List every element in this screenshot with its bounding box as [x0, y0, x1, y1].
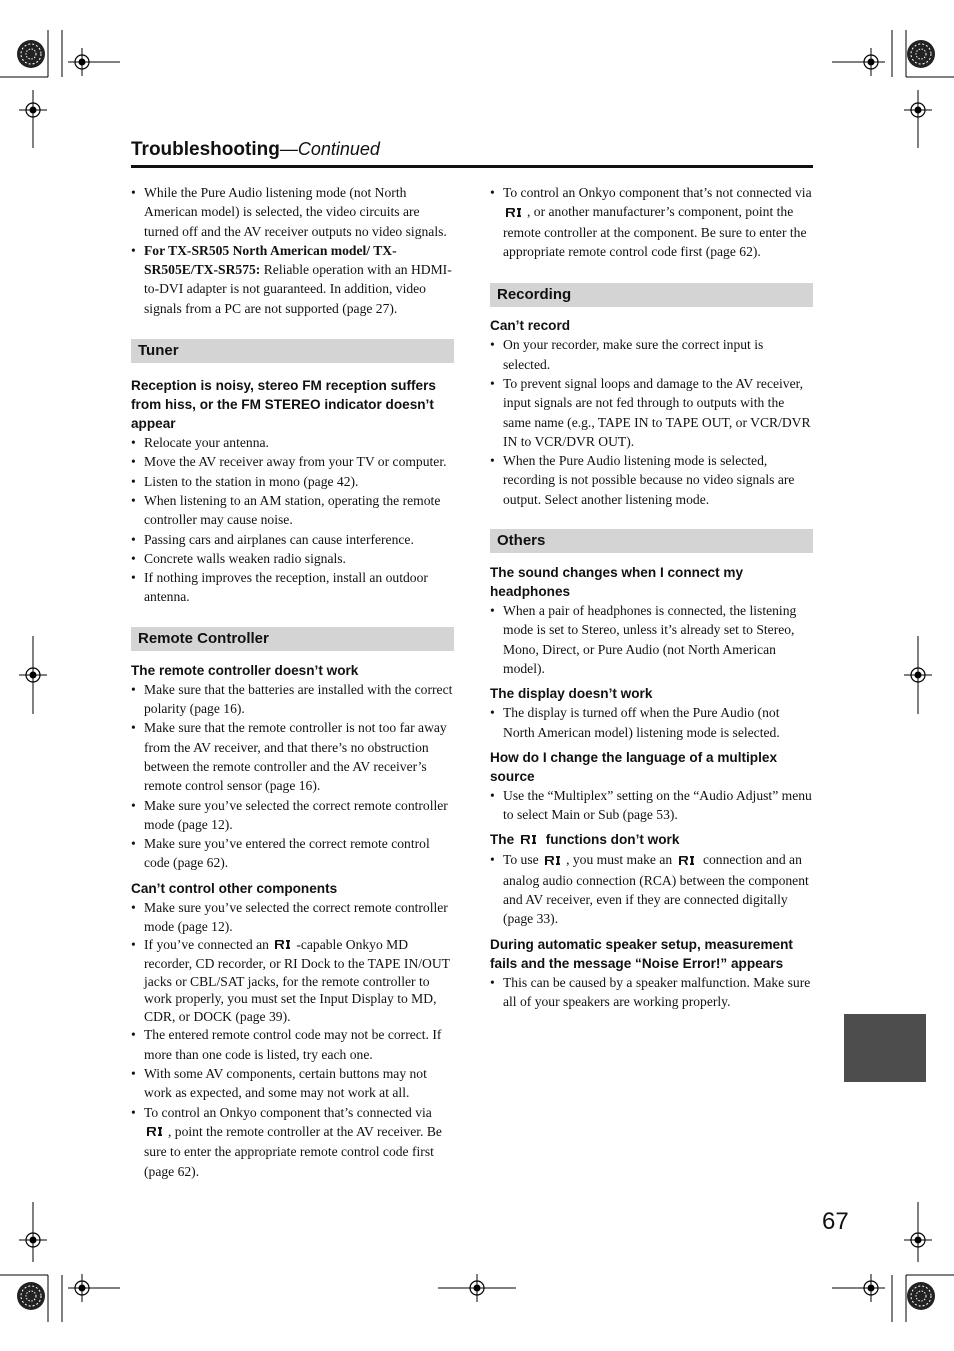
- list-item: • Listen to the station in mono (page 42).: [131, 472, 454, 491]
- list-item: • For TX-SR505 North American model/ TX-SR505E/TX-SR575: Reliable operation with an HDMI-to-DVI adapter is not guaranteed. In addition, video signals from a PC are not supported (page 27).: [131, 241, 454, 318]
- section-heading-others: Others: [490, 529, 813, 553]
- list-item: • Move the AV receiver away from your TV or computer.: [131, 452, 454, 471]
- list-item: • Passing cars and airplanes can cause interference.: [131, 530, 454, 549]
- list-item: • To control an Onkyo component that’s not connected via , or another manufacturer’s component, point the remote controller at the component. Be sure to enter the appropriate remote control code first (page 62).: [490, 183, 813, 261]
- list-item: • Relocate your antenna.: [131, 433, 454, 452]
- list-item: • While the Pure Audio listening mode (not North American model) is selected, the video circuits are turned off and the AV receiver outputs no video signals.: [131, 183, 454, 241]
- problem-heading: The functions don’t work: [490, 830, 813, 850]
- list-item: • To control an Onkyo component that’s connected via , point the remote controller at the AV receiver. Be sure to enter the appropriate remote control code first (page 62).: [131, 1103, 454, 1181]
- problem-heading: The sound changes when I connect my headphones: [490, 565, 744, 600]
- ri-logo-icon: [544, 852, 564, 871]
- problem-heading: How do I change the language of a multiplex source: [490, 749, 778, 784]
- list-item: • The entered remote control code may not be correct. If more than one code is listed, try each one.: [131, 1025, 454, 1064]
- list-item: • The display is turned off when the Pure Audio (not North American model) listening mode is selected.: [490, 703, 813, 742]
- list-item: • Make sure you’ve entered the correct remote control code (page 62).: [131, 834, 454, 873]
- ri-logo-icon: [678, 852, 698, 871]
- list-item: • To prevent signal loops and damage to the AV receiver, input signals are not fed through to outputs with the same name (e.g., TAPE IN to TAPE OUT, or VCR/DVR IN to VCR/DVR OUT).: [490, 374, 813, 451]
- ri-logo-icon: [520, 831, 540, 850]
- list-item: • Concrete walls weaken radio signals.: [131, 549, 454, 568]
- list-item: • Make sure that the batteries are installed with the correct polarity (page 16).: [131, 680, 454, 719]
- ri-logo-icon: [146, 1123, 166, 1142]
- section-heading-tuner: Tuner: [131, 339, 454, 363]
- page-title-continued: —Continued: [279, 139, 380, 159]
- page-header: [131, 139, 813, 168]
- problem-heading: The display doesn’t work: [490, 686, 653, 702]
- list-item: • With some AV components, certain buttons may not work as expected, and some may not work at all.: [131, 1064, 454, 1103]
- header-rule: [131, 165, 813, 168]
- list-item: • This can be caused by a speaker malfunction. Make sure all of your speakers are working properly.: [490, 973, 813, 1012]
- list-item: • When a pair of headphones is connected, the listening mode is set to Stereo, unless it’s already set to Stereo, Mono, Direct, or Pure Audio (not North American model).: [490, 601, 813, 678]
- list-item: • If nothing improves the reception, install an outdoor antenna.: [131, 568, 454, 607]
- list-item: • If you’ve connected an -capable Onkyo MD recorder, CD recorder, or RI Dock to the TAPE IN/OUT jacks or CBL/SAT jacks, for the remote controller to work properly, you must set the Input Display to MD, CDR, or DOCK (page 39).: [131, 936, 454, 1025]
- chapter-tab: [844, 1014, 926, 1082]
- problem-heading: Reception is noisy, stereo FM reception suffers from hiss, or the FM STEREO indicator doesn’t appear: [131, 378, 436, 432]
- section-heading-remote-controller: Remote Controller: [131, 627, 454, 651]
- right-column: [490, 183, 813, 1011]
- problem-heading: The remote controller doesn’t work: [131, 662, 359, 678]
- list-item: • Make sure that the remote controller is not too far away from the AV receiver, and that there’s no obstruction between the remote controller and the AV receiver’s remote control sensor (page 16).: [131, 718, 454, 795]
- problem-heading: Can’t control other components: [131, 880, 338, 896]
- problem-heading: Can’t record: [490, 318, 571, 334]
- left-column: [131, 183, 454, 1181]
- section-heading-recording: Recording: [490, 283, 813, 307]
- list-item: • When listening to an AM station, operating the remote controller may cause noise.: [131, 491, 454, 530]
- page-number: 67: [822, 1208, 849, 1235]
- list-item: • Make sure you’ve selected the correct remote controller mode (page 12).: [131, 796, 454, 835]
- ri-logo-icon: [274, 937, 294, 955]
- list-item: • Use the “Multiplex” setting on the “Audio Adjust” menu to select Main or Sub (page 53).: [490, 786, 813, 825]
- list-item: • Make sure you’ve selected the correct remote controller mode (page 12).: [131, 898, 454, 937]
- list-item: • To use , you must make an connection and an analog audio connection (RCA) between the component and AV receiver, even if they are connected digitally (page 33).: [490, 850, 813, 928]
- list-item: • On your recorder, make sure the correct input is selected.: [490, 335, 813, 374]
- ri-logo-icon: [505, 204, 525, 223]
- list-item: • When the Pure Audio listening mode is selected, recording is not possible because no video signals are output. Select another listening mode.: [490, 451, 813, 509]
- problem-heading: During automatic speaker setup, measurement fails and the message “Noise Error!” appears: [490, 936, 793, 971]
- page-title: Troubleshooting: [131, 139, 280, 160]
